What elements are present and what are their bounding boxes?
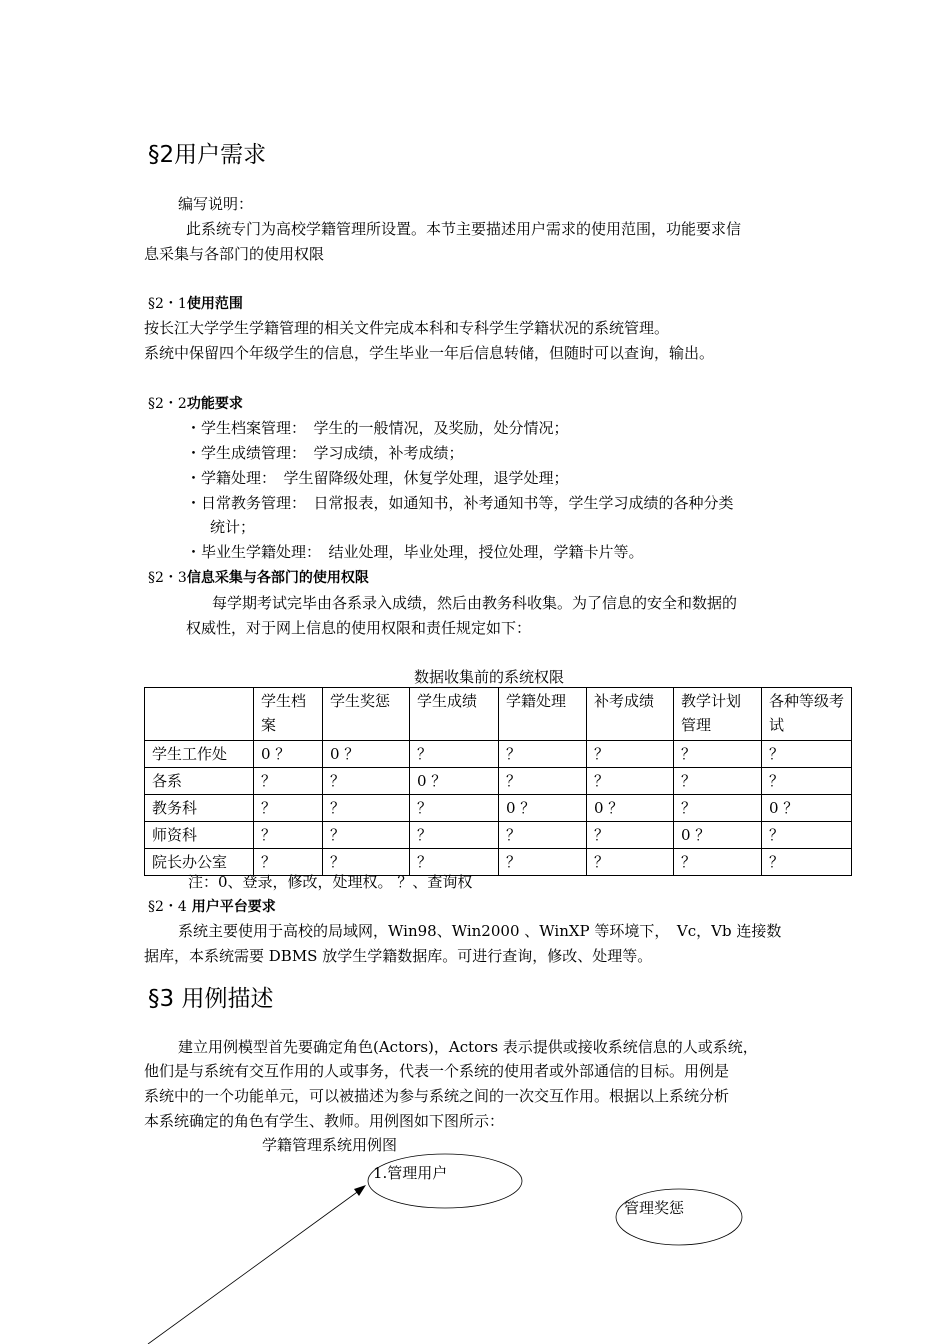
table-cell: ？ — [762, 768, 852, 795]
table-header-cell: 学生档案 — [254, 688, 323, 741]
s3-line-3: 系统中的一个功能单元，可以被描述为参与系统之间的一次交互作用。根据以上系统分析 — [144, 1087, 730, 1105]
table-header-cell: 各种等级考试 — [762, 688, 852, 741]
table-cell: ？ — [674, 795, 762, 822]
section-2-4-title: 用户平台要求 — [186, 899, 276, 915]
section-2-2-title: 功能要求 — [186, 396, 243, 412]
intro-label: 编写说明： — [178, 195, 254, 213]
section-2-4-heading — [148, 896, 276, 916]
s23-line-2: 权威性，对于网上信息的使用权限和责任规定如下： — [186, 619, 532, 637]
section-3-title: §3 用例描述 — [148, 986, 274, 1012]
table-cell: ？ — [254, 795, 323, 822]
table-row — [145, 741, 852, 768]
section-2-2-num: §2・2 — [148, 396, 187, 412]
table-cell: ？ — [323, 849, 410, 876]
table-header-cell: 学生成绩 — [410, 688, 499, 741]
intro-line-2: 息采集与各部门的使用权限 — [144, 245, 325, 263]
table-header-cell: 学生奖惩 — [323, 688, 410, 741]
table-cell: ？ — [674, 768, 762, 795]
table-header-cell: 教学计划管理 — [674, 688, 762, 741]
table-cell: ？ — [323, 822, 410, 849]
intro-line-1: 此系统专门为高校学籍管理所设置。本节主要描述用户需求的使用范围，功能要求信 — [186, 220, 742, 238]
table-header-cell: 补考成绩 — [587, 688, 674, 741]
table-cell: ？ — [410, 822, 499, 849]
table-cell: ？ — [410, 795, 499, 822]
table-cell: ？ — [410, 741, 499, 768]
section-2-3-title: 信息采集与各部门的使用权限 — [186, 570, 369, 586]
s3-line-2: 他们是与系统有交互作用的人或事务，代表一个系统的使用者或外部通信的目标。用例是 — [144, 1062, 730, 1080]
s24-line-2: 据库，本系统需要 DBMS 放学生学籍数据库。可进行查询，修改、处理等。 — [144, 947, 653, 965]
table-cell: ？ — [587, 768, 674, 795]
table-cell: 院长办公室 — [145, 849, 254, 876]
table-cell: 0 ？ — [499, 795, 587, 822]
table-header-row — [145, 688, 852, 741]
list-item: ・学生档案管理： 学生的一般情况，及奖励，处分情况； — [186, 419, 569, 437]
table-cell: ？ — [254, 768, 323, 795]
table-row — [145, 795, 852, 822]
table-cell: 教务科 — [145, 795, 254, 822]
diagram-title: 学籍管理系统用例图 — [262, 1136, 398, 1154]
table-header-cell — [145, 688, 254, 741]
table-cell: ？ — [499, 849, 587, 876]
table-caption: 数据收集前的系统权限 — [414, 668, 565, 686]
table-cell: 0 ？ — [410, 768, 499, 795]
list-item-continuation: 统计； — [210, 518, 256, 536]
s23-line-1: 每学期考试完毕由各系录入成绩，然后由教务科收集。为了信息的安全和数据的 — [212, 594, 738, 612]
table-cell: 师资科 — [145, 822, 254, 849]
s3-line-1: 建立用例模型首先要确定角色(Actors)，Actors 表示提供或接收系统信息的人或系统， — [178, 1038, 758, 1056]
table-cell: 0 ？ — [762, 795, 852, 822]
table-cell: ？ — [587, 849, 674, 876]
s21-line-1: 按长江大学学生学籍管理的相关文件完成本科和专科学生学籍状况的系统管理。 — [144, 319, 670, 337]
table-cell: ？ — [323, 795, 410, 822]
table-cell: ？ — [254, 822, 323, 849]
table-cell: ？ — [762, 741, 852, 768]
list-item: ・学籍处理： 学生留降级处理，休复学处理，退学处理； — [186, 469, 569, 487]
table-cell: ？ — [499, 768, 587, 795]
table-cell: ？ — [674, 849, 762, 876]
table-cell: ？ — [410, 849, 499, 876]
table-cell: 0 ？ — [587, 795, 674, 822]
section-2-2-heading — [148, 393, 243, 413]
table-cell: ？ — [674, 741, 762, 768]
section-2-3-num: §2・3 — [148, 570, 187, 586]
s24-line-1: 系统主要使用于高校的局域网，Win98、Win2000 、WinXP 等环境下， Vc，Vb 连接数 — [178, 922, 782, 940]
table-cell: ？ — [762, 822, 852, 849]
association-arrowhead — [354, 1185, 366, 1196]
section-2-1-title: 使用范围 — [186, 296, 243, 312]
table-note: 注：0、登录，修改，处理权。 ？、查询权 — [188, 873, 473, 891]
table-cell: 各系 — [145, 768, 254, 795]
table-cell: ？ — [762, 849, 852, 876]
table-cell: ？ — [499, 741, 587, 768]
list-item: ・日常教务管理： 日常报表，如通知书，补考通知书等，学生学习成绩的各种分类 — [186, 494, 734, 512]
list-item: ・毕业生学籍处理： 结业处理，毕业处理，授位处理，学籍卡片等。 — [186, 543, 644, 561]
use-case-manage-rewards: 管理奖惩 — [624, 1199, 685, 1217]
use-case-diagram — [0, 1140, 950, 1344]
table-cell: ？ — [587, 822, 674, 849]
section-2-4-num: §2・4 — [148, 899, 187, 915]
table-cell: 学生工作处 — [145, 741, 254, 768]
table-row — [145, 768, 852, 795]
s3-line-4: 本系统确定的角色有学生、教师。用例图如下图所示： — [144, 1112, 505, 1130]
permissions-table — [144, 687, 852, 876]
use-case-manage-users: 1.管理用户 — [373, 1164, 448, 1182]
table-cell: ？ — [499, 822, 587, 849]
table-header-cell: 学籍处理 — [499, 688, 587, 741]
section-2-3-heading — [148, 567, 369, 587]
list-item: ・学生成绩管理： 学习成绩，补考成绩； — [186, 444, 464, 462]
table-cell: ？ — [587, 741, 674, 768]
table-cell: 0 ？ — [254, 741, 323, 768]
table-cell: ？ — [254, 849, 323, 876]
section-2-1-num: §2・1 — [148, 296, 187, 312]
association-line — [148, 1190, 360, 1344]
table-row — [145, 822, 852, 849]
table-cell: 0 ？ — [323, 741, 410, 768]
section-2-title: §2用户需求 — [148, 142, 267, 168]
table-cell: ？ — [323, 768, 410, 795]
s21-line-2: 系统中保留四个年级学生的信息，学生毕业一年后信息转储，但随时可以查询，输出。 — [144, 344, 715, 362]
section-2-1-heading — [148, 293, 243, 313]
table-cell: 0 ？ — [674, 822, 762, 849]
